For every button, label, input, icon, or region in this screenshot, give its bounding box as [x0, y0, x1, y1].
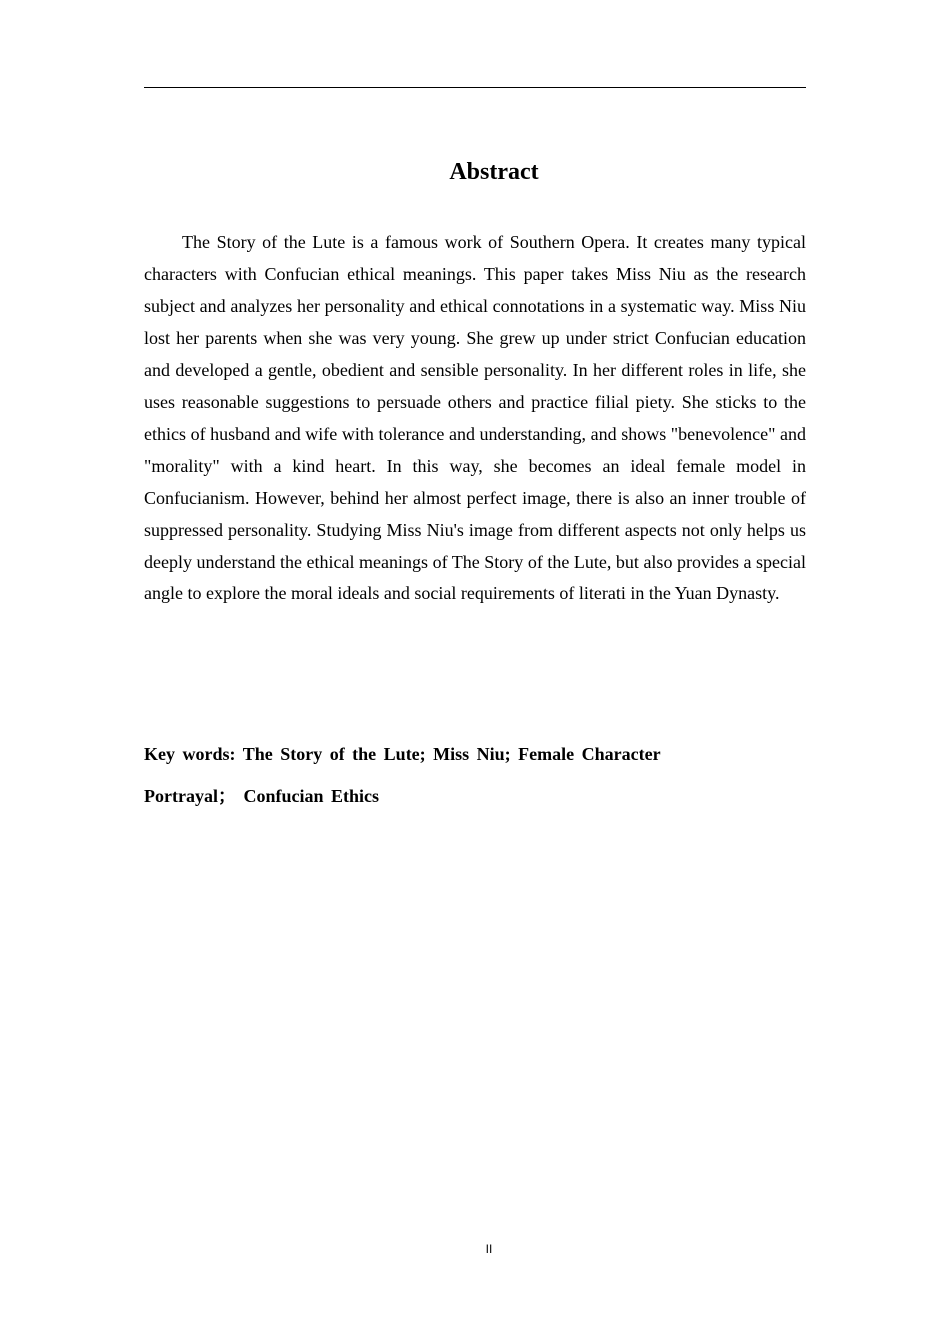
keywords-block [144, 733, 744, 817]
header-rule [144, 87, 806, 88]
abstract-paragraph: The Story of the Lute is a famous work of Southern Opera. It creates many typical characters with Confucian ethical meanings. This paper takes Miss Niu as the research subject and analyzes her personality and ethical connotations in a systematic way. Miss Niu lost her parents when she was very young. She grew up under strict Confucian education and developed a gentle, obedient and sensible personality. In her different roles in life, she uses reasonable suggestions to persuade others and practice filial piety. She sticks to the ethics of husband and wife with tolerance and understanding, and shows "benevolence" and "morality" with a kind heart. In this way, she becomes an ideal female model in Confucianism. However, behind her almost perfect image, there is also an inner trouble of suppressed personality. Studying Miss Niu's image from different aspects not only helps us deeply understand the ethical meanings of The Story of the Lute, but also provides a special angle to explore the moral ideals and social requirements of literati in the Yuan Dynasty. [144, 232, 806, 604]
page-number: II [485, 1242, 493, 1256]
keywords-line-1: The Story of the Lute; Miss Niu; Female Character [242, 744, 661, 764]
keywords-line-2: Portrayal； Confucian Ethics [144, 786, 379, 806]
page-title: Abstract [449, 159, 539, 185]
keywords-label: Key words: [144, 744, 236, 764]
